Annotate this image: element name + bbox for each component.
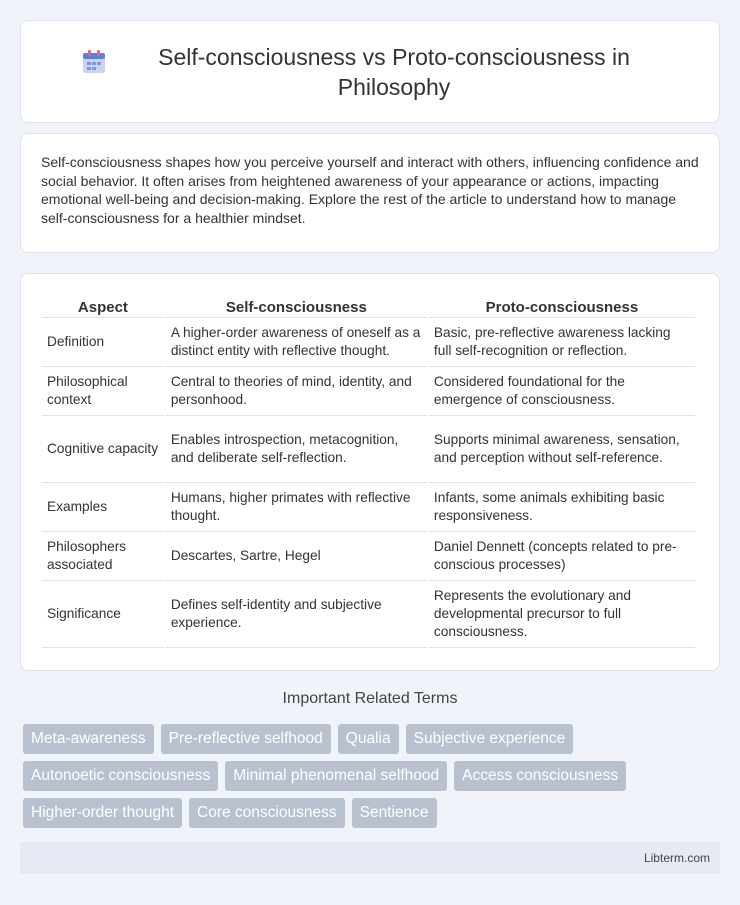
table-cell: Descartes, Sartre, Hegel [166,532,427,581]
table-row [42,532,695,581]
table-cell: A higher-order awareness of oneself as a distinct entity with reflective thought. [166,318,427,367]
related-term-tag[interactable]: Subjective experience [406,724,574,754]
table-row [42,483,695,532]
table-cell: Infants, some animals exhibiting basic responsiveness. [429,483,695,532]
table-header-row [42,294,695,318]
table-cell: Enables introspection, metacognition, and deliberate self-reflection. [166,416,427,483]
table-row [42,367,695,416]
table-cell: Philosophers associated [42,532,164,581]
related-term-tag[interactable]: Pre-reflective selfhood [161,724,331,754]
calendar-icon [81,49,107,75]
table-cell: Defines self-identity and subjective experience. [166,581,427,648]
table-cell: Definition [42,318,164,367]
table-cell: Philosophical context [42,367,164,416]
related-term-tag[interactable]: Core consciousness [189,798,345,828]
related-term-tag[interactable]: Higher-order thought [23,798,182,828]
table-cell: Considered foundational for the emergence of consciousness. [429,367,695,416]
table-cell: Central to theories of mind, identity, and personhood. [166,367,427,416]
comparison-table [40,294,697,648]
related-term-tag[interactable]: Sentience [352,798,437,828]
related-term-tag[interactable]: Qualia [338,724,399,754]
table-cell: Daniel Dennett (concepts related to pre-conscious processes) [429,532,695,581]
table-cell: Basic, pre-reflective awareness lacking full self-recognition or reflection. [429,318,695,367]
comparison-card [20,273,720,671]
title-card [20,20,720,123]
related-terms-heading: Important Related Terms [282,690,458,707]
page-title: Self-consciousness vs Proto-consciousness in Philosophy [158,43,630,100]
intro-card [20,133,720,253]
related-term-tag[interactable]: Minimal phenomenal selfhood [225,761,447,791]
table-row [42,581,695,648]
footer-site-link[interactable]: Libterm.com [643,851,710,865]
footer [20,842,720,874]
related-term-tag[interactable]: Autonoetic consciousness [23,761,218,791]
table-cell: Significance [42,581,164,648]
column-header: Proto-consciousness [429,294,695,318]
table-row [42,318,695,367]
column-header: Aspect [42,294,164,318]
table-cell: Examples [42,483,164,532]
table-cell: Humans, higher primates with reflective thought. [166,483,427,532]
table-cell: Supports minimal awareness, sensation, and perception without self-reference. [429,416,695,483]
table-cell: Represents the evolutionary and developmental precursor to full consciousness. [429,581,695,648]
column-header: Self-consciousness [166,294,427,318]
intro-paragraph: Self-consciousness shapes how you perceive yourself and interact with others, influencing confidence and social behavior. It often arises from heightened awareness of your appearance or actions, impacting emotional well-being and decision-making. Explore the rest of the article to understand how to manage self-consciousness for a healthier mindset. [41,154,699,226]
related-term-tag[interactable]: Access consciousness [454,761,626,791]
related-term-tag[interactable]: Meta-awareness [23,724,154,754]
related-terms [23,724,723,835]
table-row [42,416,695,483]
table-cell: Cognitive capacity [42,416,164,483]
